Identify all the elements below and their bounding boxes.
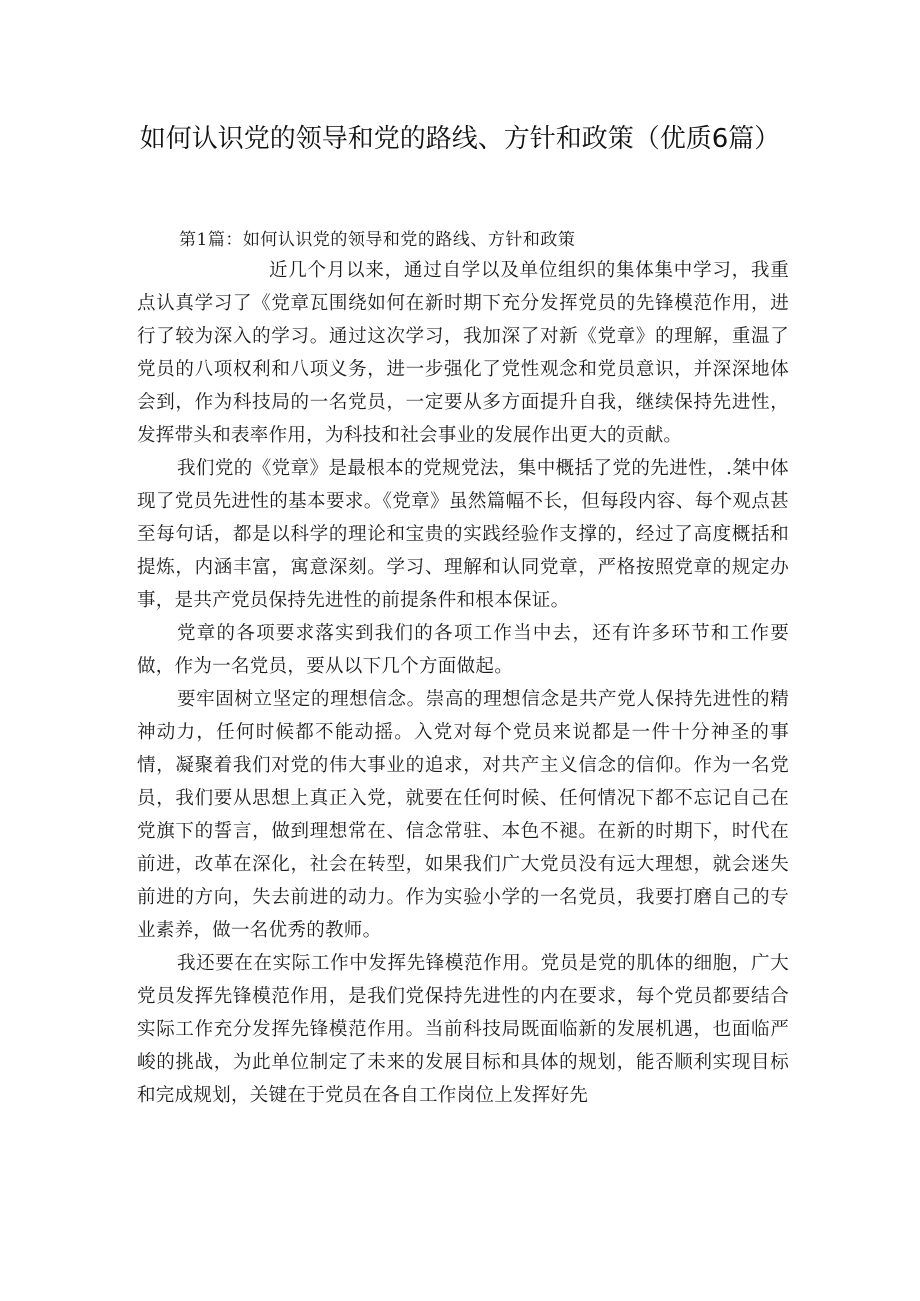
paragraph-3: 党章的各项要求落实到我们的各项工作当中去，还有许多环节和工作要做，作为一名党员，要从以下几个方面做起。	[137, 623, 789, 677]
paragraph-5: 我还要在在实际工作中发挥先锋模范作用。党员是党的肌体的细胞，广大党员发挥先锋模范作用，是我们党保持先进性的内在要求，每个党员都要结合实际工作充分发挥先锋模范作用。当前科技局既面临新的发展机遇，也面临严峻的挑战，为此单位制定了未来的发展目标和具体的规划，能否顺利实现目标和完成规划，关键在于党员在各自工作岗位上发挥好先	[137, 953, 789, 1106]
paragraph-1: 近几个月以来，通过自学以及单位组织的集体集中学习，我重点认真学习了《党章瓦围绕如何在新时期下充分发挥党员的先锋模范作用，进行了较为深入的学习。通过这次学习，我加深了对新《党章》的理解，重温了党员的八项权利和八项义务，进一步强化了党性观念和党员意识，并深深地体会到，作为科技局的一名党员，一定要从多方面提升自我，继续保持先进性，发挥带头和表率作用，为科技和社会事业的发展作出更大的贡献。	[137, 260, 789, 446]
section-heading: 第1篇：如何认识党的领导和党的路线、方针和政策	[179, 230, 576, 250]
document-body	[137, 226, 789, 1112]
paragraph-4: 要牢固树立坚定的理想信念。崇高的理想信念是共产党人保持先进性的精神动力，任何时候都不能动摇。入党对每个党员来说都是一件十分神圣的事情，凝聚着我们对党的伟大事业的追求，对共产主义信念的信仰。作为一名党员，我们要从思想上真正入党，就要在任何时候、任何情况下都不忘记自己在党旗下的誓言，做到理想常在、信念常驻、本色不褪。在新的时期下，时代在前进，改革在深化，社会在转型，如果我们广大党员没有远大理想，就会迷失前进的方向，失去前进的动力。作为实验小学的一名党员，我要打磨自己的专业素养，做一名优秀的教师。	[137, 689, 789, 941]
paragraph-2: 我们党的《党章》是最根本的党规党法，集中概括了党的先进性，.桀中体现了党员先进性的基本要求。《党章》虽然篇幅不长，但每段内容、每个观点甚至每句话，都是以科学的理论和宝贵的实践经验作支撑的，经过了高度概括和提炼，内涵丰富，寓意深刻。学习、理解和认同党章，严格按照党章的规定办事，是共产党员保持先进性的前提条件和根本保证。	[137, 458, 789, 611]
document-title: 如何认识党的领导和党的路线、方针和政策（优质6篇）	[139, 124, 781, 154]
